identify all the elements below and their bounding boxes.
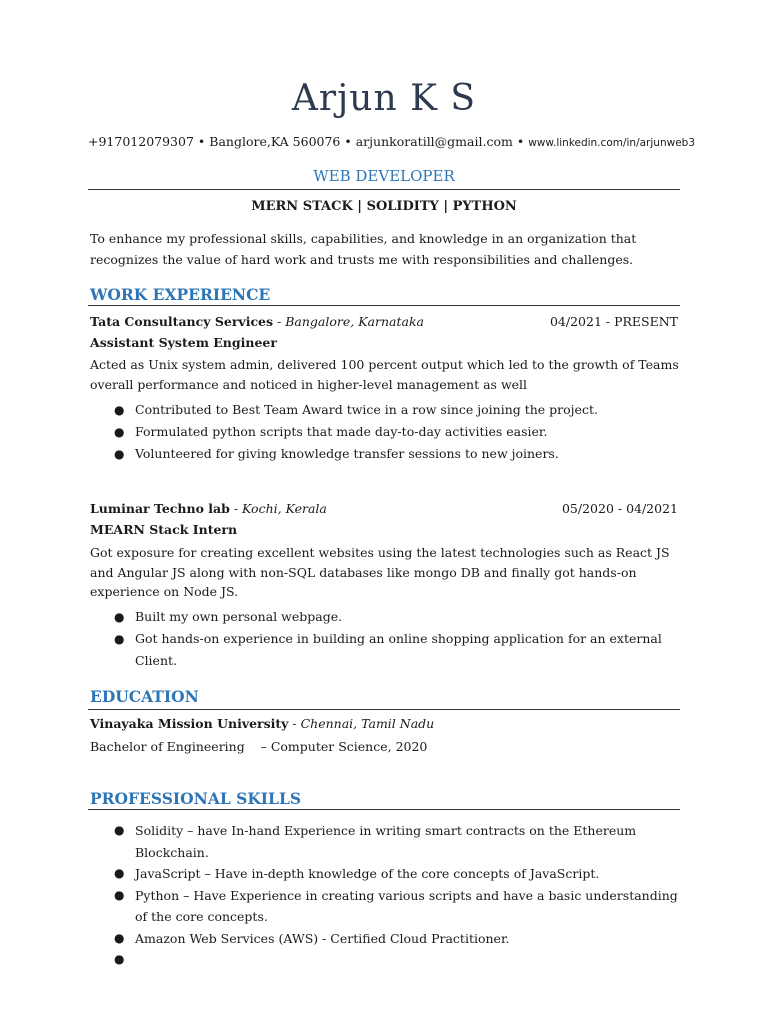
degree: Bachelor of Engineering – Computer Science, 2020 (90, 739, 428, 754)
phone-number: +917012079307 (88, 134, 194, 149)
job-achievements (90, 606, 680, 672)
separator: • (516, 134, 525, 149)
list-item (90, 606, 680, 628)
list-item-text: Solidity – have In-hand Experience in writing smart contracts on the Ethereum Blockchain. (135, 823, 637, 860)
work-experience-heading: WORK EXPERIENCE (90, 285, 271, 304)
list-item (90, 443, 680, 465)
bullet-icon: ● (114, 425, 125, 439)
job-dates: 04/2021 - PRESENT (549, 314, 678, 329)
school-name: Vinayaka Mission University (90, 716, 289, 731)
divider (88, 305, 680, 306)
divider (88, 809, 680, 810)
education-heading: EDUCATION (90, 687, 199, 706)
divider (88, 189, 680, 190)
list-item-text: Amazon Web Services (AWS) - Certified Cloud Practitioner. (135, 930, 510, 946)
bullet-icon: ● (114, 447, 125, 461)
job-role: Assistant System Engineer (90, 335, 277, 350)
email-link[interactable]: arjunkoratill@gmail.com (355, 134, 513, 149)
list-item (90, 421, 680, 443)
school-location: - Chennai, Tamil Nadu (288, 716, 435, 731)
list-item-text: Got hands-on experience in building an online shopping application for an external Client. (135, 631, 662, 668)
bullet-icon: ● (114, 952, 125, 966)
list-item-text: Built my own personal webpage. (135, 609, 343, 624)
list-item (90, 885, 680, 928)
job-description: Got exposure for creating excellent websites using the latest technologies such as React JS and Angular JS along with non-SQL databases like mongo DB and finally got hands-on experience on Node JS. (90, 545, 670, 599)
school-line (90, 716, 434, 731)
bullet-icon: ● (114, 866, 125, 880)
bullet-icon: ● (114, 887, 125, 902)
company-name: Tata Consultancy Services (90, 314, 274, 329)
divider (88, 709, 680, 710)
list-item (90, 863, 680, 885)
company-location: - Bangalore, Karnataka (273, 314, 424, 329)
bullet-icon: ● (114, 930, 125, 945)
company-location: - Kochi, Kerala (229, 501, 327, 516)
skills-list (90, 820, 680, 966)
list-item-text: JavaScript – Have in-depth knowledge of the core concepts of JavaScript. (135, 866, 600, 881)
tech-stack: MERN STACK | SOLIDITY | PYTHON (251, 199, 517, 214)
separator: • (197, 134, 206, 149)
list-item (90, 928, 680, 950)
list-item-text: Python – Have Experience in creating various scripts and have a basic understanding of the core concepts. (135, 887, 678, 924)
linkedin-link[interactable]: www.linkedin.com/in/arjunweb3 (528, 137, 695, 149)
location: Banglore,KA 560076 (209, 134, 341, 149)
list-item-text: Formulated python scripts that made day-to-day activities easier. (135, 424, 548, 439)
job-dates: 05/2020 - 04/2021 (561, 501, 678, 516)
list-item-text: Volunteered for giving knowledge transfer sessions to new joiners. (135, 446, 559, 461)
list-item-text: Contributed to Best Team Award twice in a row since joining the project. (135, 402, 598, 417)
skills-heading: PROFESSIONAL SKILLS (90, 789, 302, 808)
candidate-name: Arjun K S (291, 78, 477, 119)
job-header (90, 314, 678, 329)
job-achievements (90, 399, 680, 465)
bullet-icon: ● (114, 403, 125, 417)
job-role: MEARN Stack Intern (90, 522, 238, 537)
bullet-icon: ● (114, 823, 125, 837)
bullet-icon: ● (114, 610, 125, 624)
job-header (90, 501, 678, 516)
summary-text: To enhance my professional skills, capabilities, and knowledge in an organization that recognizes the value of hard work and trusts me with responsibilities and challenges. (90, 231, 637, 267)
bullet-icon: ● (114, 632, 125, 646)
list-item (90, 399, 680, 421)
list-item (90, 628, 680, 672)
list-item (90, 820, 680, 863)
contact-line (88, 134, 695, 149)
separator: • (344, 134, 352, 149)
company-name: Luminar Techno lab (90, 501, 230, 516)
job-description: Acted as Unix system admin, delivered 100 percent output which led to the growth of Teams overall performance and noticed in higher-level management as well (90, 357, 679, 392)
job-title: WEB DEVELOPER (313, 167, 455, 185)
